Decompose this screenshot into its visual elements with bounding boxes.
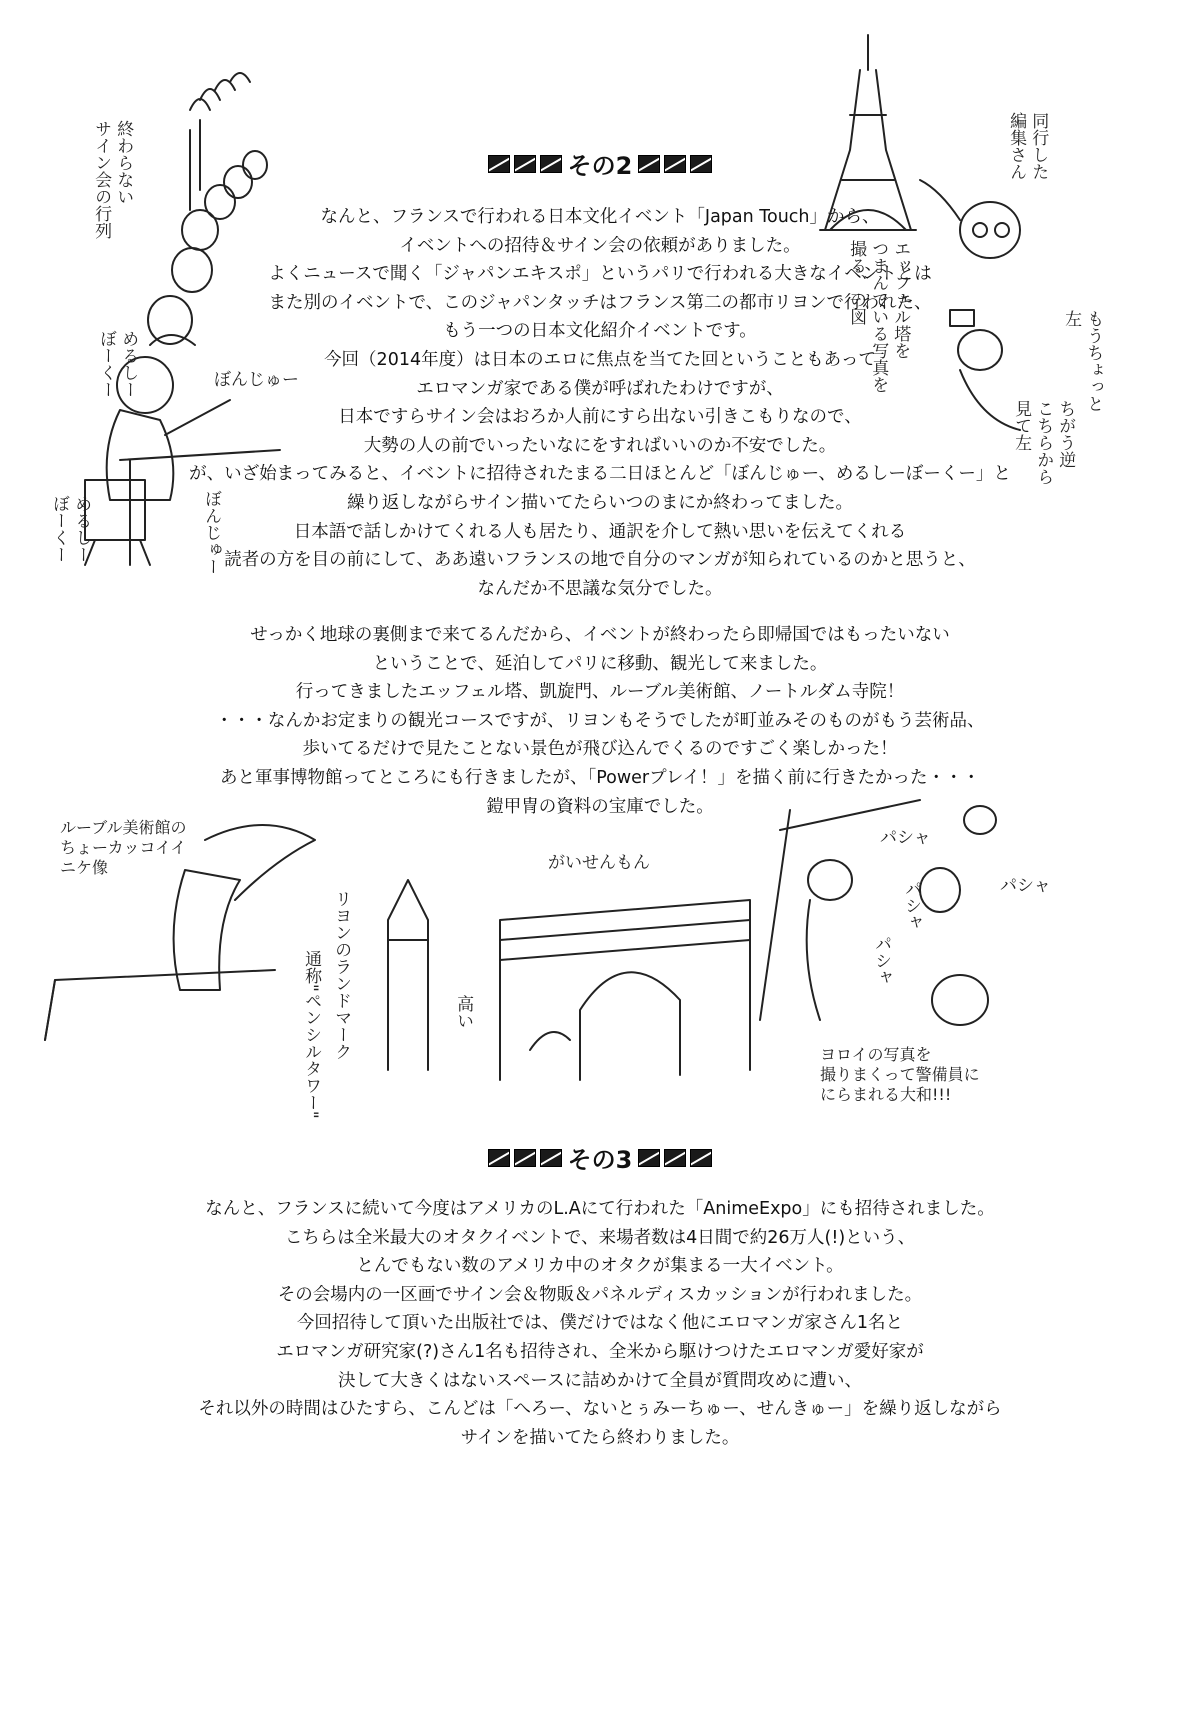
text-line: 今回招待して頂いた出版社では、僕だけではなく他にエロマンガ家さん1名と (296, 1313, 904, 1334)
caption-louvre: ルーブル美術館の ちょーカッコイイ ニケ像 (60, 818, 187, 877)
caption-tall: 高い (453, 995, 474, 1029)
text-line: 大勢の人の前でいったいなにをすればいいのか不安でした。 (363, 435, 837, 456)
text-line: エロマンガ研究家(?)さん1名も招待され、全米から駆けつけたエロマンガ愛好家が (276, 1341, 924, 1362)
caption-editor: 同行した 編集さん (1006, 112, 1049, 180)
deco-block-icon (488, 155, 510, 173)
section2-title: その2 (567, 152, 633, 180)
deco-block-icon (514, 155, 536, 173)
text-line: ということで、延泊してパリに移動、観光して来ました。 (372, 653, 828, 674)
section3-paragraph (0, 1195, 1200, 1452)
queue-sketch (130, 70, 290, 350)
text-line: また別のイベントで、このジャパンタッチはフランス第二の都市リヨンで行われた、 (268, 292, 932, 313)
deco-block-icon (690, 155, 712, 173)
deco-block-icon (690, 1149, 712, 1167)
caption-paa: パシャ (1000, 876, 1051, 896)
text-line: なんと、フランスに続いて今度はアメリカのL.Aにて行われた「AnimeExpo」にも招待されました。 (205, 1199, 995, 1219)
text-line: 鎧甲冑の資料の宝庫でした。 (486, 796, 714, 817)
caption-merci-2: めるしー ぼーくー (49, 495, 92, 563)
arc-de-triomphe-sketch (490, 880, 770, 1080)
caption-armor-photo: ヨロイの写真を 撮りまくって警備員に にらまれる大和!!! (820, 1045, 980, 1104)
text-line: 日本語で話しかけてくれる人も居たり、通訳を介して熱い思いを伝えてくれる (293, 521, 907, 542)
pencil-tower-sketch (378, 880, 438, 1070)
deco-block-icon (664, 1149, 686, 1167)
text-line: 繰り返しながらサイン描いてたらいつのまにか終わってました。 (346, 492, 854, 513)
text-line: 歩いてるだけで見たことない景色が飛び込んでくるのですごく楽しかった！ (302, 739, 898, 760)
text-line: 行ってきましたエッフェル塔、凱旋門、ルーブル美術館、ノートルダム寺院！ (295, 682, 905, 703)
caption-more-left: もうちょっと 左 (1061, 310, 1104, 412)
text-line: なんだか不思議な気分でした。 (477, 578, 723, 599)
deco-block-icon (514, 1149, 536, 1167)
text-line: その会場内の一区画でサイン会＆物販＆パネルディスカッションが行われました。 (277, 1284, 923, 1305)
deco-block-icon (664, 155, 686, 173)
deco-block-icon (638, 1149, 660, 1167)
caption-pasha-2: パシャ (901, 880, 922, 931)
section2-paragraph-2 (0, 621, 1200, 821)
caption-pasha-1: パシャ (880, 828, 931, 848)
text-line: が、いざ始まってみると、イベントに招待されたまる二日ほとんど「ぼんじゅー、めるしーぼーくー」と (189, 464, 1011, 485)
text-line: エロマンガ家である僕が呼ばれたわけですが、 (416, 378, 784, 399)
caption-bonjour-2: ぼんじゅー (201, 490, 222, 575)
caption-pasha-3: パシャ (871, 935, 892, 986)
text-line: もう一つの日本文化紹介イベントです。 (443, 321, 757, 342)
caption-gaisenmon: がいせんもん (548, 853, 650, 873)
text-line: なんと、フランスで行われる日本文化イベント「Japan Touch」から、 (320, 207, 880, 227)
caption-endless-line: 終わらない サイン会の行列 (91, 120, 134, 239)
text-line: とんでもない数のアメリカ中のオタクが集まる一大イベント。 (356, 1256, 844, 1277)
caption-bonjour-1: ぼんじゅー (214, 370, 299, 390)
text-line: こちらは全米最大のオタクイベントで、来場者数は4日間で約26万人(!)という、 (284, 1227, 916, 1248)
section3-heading (0, 1140, 1200, 1175)
caption-lyon-landmark: リヨンのランドマーク (331, 890, 352, 1060)
text-line: 決して大きくはないスペースに詰めかけて全員が質問攻めに遭い、 (337, 1370, 863, 1391)
text-line: あと軍事博物館ってところにも行きましたが、「Powerプレイ！」を描く前に行きたかった・・・ (219, 767, 981, 788)
text-line: 読者の方を目の前にして、ああ遠いフランスの地で自分のマンガが知られているのかと思うと、 (224, 550, 976, 571)
caption-pencil-tower: 通称"ペンシルタワー" (301, 950, 322, 1119)
text-line: よくニュースで聞く「ジャパンエキスポ」というパリで行われる大きなイベントとは (268, 264, 932, 285)
text-line: 日本ですらサイン会はおろか人前にすら出ない引きこもりなので、 (338, 407, 862, 428)
text-line: サインを描いてたら終わりました。 (460, 1427, 740, 1448)
section3-title: その3 (567, 1146, 633, 1174)
deco-block-icon (488, 1149, 510, 1167)
deco-block-icon (540, 1149, 562, 1167)
deco-block-icon (638, 155, 660, 173)
text-line: せっかく地球の裏側まで来てるんだから、イベントが終わったら即帰国ではもったいない (250, 625, 950, 645)
caption-merci-1: めるしー ぼーくー (96, 330, 139, 398)
caption-reverse: ちがう逆 こちらから 見て左 (1011, 400, 1076, 485)
text-line: 今回（2014年度）は日本のエロに焦点を当てた回ということもあって (324, 349, 876, 370)
caption-eiffel-pinch: エッフェル塔を つまんでいる写真を 撮る、の図 (846, 240, 911, 393)
text-line: それ以外の時間はひたすら、こんどは「へろー、ないとぅみーちゅー、せんきゅー」を繰り返しながら (198, 1399, 1002, 1420)
text-line: ・・・なんかお定まりの観光コースですが、リヨンもそうでしたが町並みそのものがもう芸術品、 (215, 710, 985, 731)
deco-block-icon (540, 155, 562, 173)
text-line: イベントへの招待＆サイン会の依頼がありました。 (399, 235, 801, 256)
